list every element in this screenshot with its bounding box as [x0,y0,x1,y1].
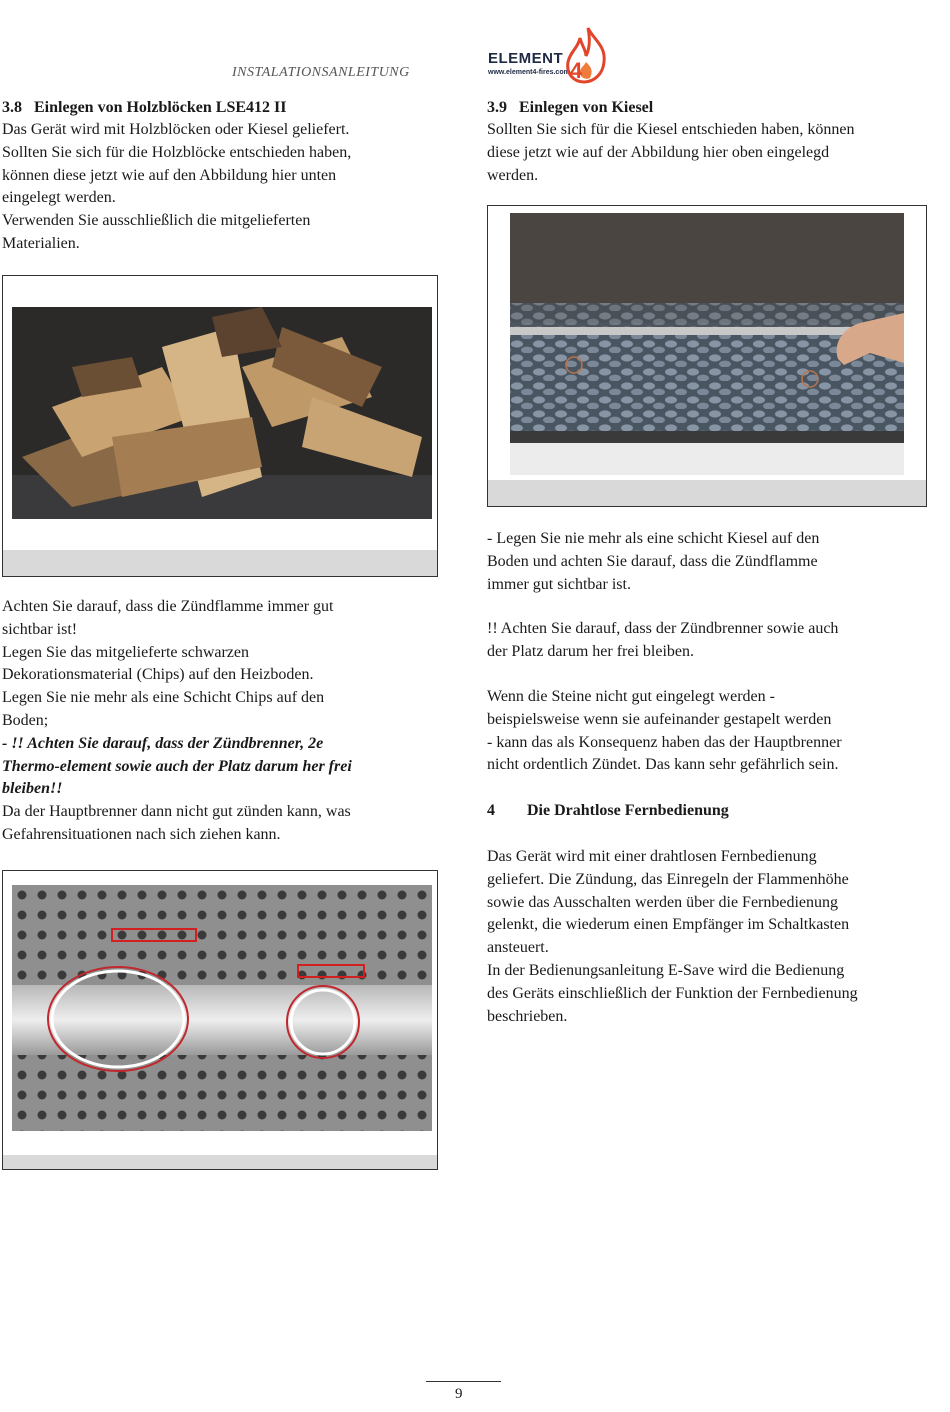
note-line: !! Achten Sie darauf, dass der Zündbrenner sowie auch [487,620,839,638]
section-4-text [487,846,937,1028]
section-3-8-notes [2,596,442,847]
intro-line: können diese jetzt wie auf den Abbildung hier unten [2,166,337,184]
warning-line: Thermo-element sowie auch der Platz darum her frei [2,757,352,775]
section-3-8-heading [2,97,287,119]
text-line: ansteuert. [487,939,549,957]
page-number: 9 [455,1386,463,1402]
text-line: beschrieben. [487,1007,568,1025]
intro-line: diese jetzt wie auf der Abbildung hier oben eingelegd [487,143,830,161]
text-line: sowie das Ausschalten werden über die Fernbedienung [487,893,839,911]
document-header-title: INSTALATIONSANLEITUNG [232,65,410,80]
note-line: Dekorationsmaterial (Chips) auf den Heizboden. [2,666,314,684]
note-line: - Legen Sie nie mehr als eine schicht Kiesel auf den [487,530,820,547]
note-line: Wenn die Steine nicht gut eingelegt werden - [487,687,775,705]
warning-line: bleiben!! [2,780,63,798]
footer-rule [426,1381,501,1382]
section-3-9-heading [487,97,653,119]
intro-line: Materialien. [2,234,80,252]
text-line: geliefert. Die Zündung, das Einregeln der Flammenhöhe [487,870,849,888]
photo-caption-bar [488,480,926,506]
element4-logo [486,26,616,84]
note-line: Achten Sie darauf, dass die Zündflamme immer gut [2,598,334,615]
intro-line: werden. [487,166,539,184]
note-line: Boden; [2,711,49,729]
photo-caption-bar [3,550,437,576]
section-3-9-intro [487,119,937,187]
section-3-9-title: Einlegen von Kiesel [519,99,654,116]
intro-line: Sollten Sie sich für die Kiesel entschieden haben, können [487,121,855,138]
section-4-title: Die Drahtlose Fernbedienung [527,802,729,819]
note-line: beispielsweise wenn sie aufeinander gestapelt werden [487,710,832,728]
wood-logs-photo [12,307,432,519]
note-line: Legen Sie nie mehr als eine Schicht Chips auf den [2,689,325,707]
intro-line: Sollten Sie sich für die Holzblöcke entschieden haben, [2,143,352,161]
note-line: der Platz darum her frei bleiben. [487,643,695,661]
burner-photo [12,885,432,1131]
logo-brand-text: ELEMENT [488,50,564,67]
section-3-9-notes [487,528,937,777]
closing-line: Gefahrensituationen nach sich ziehen kann. [2,825,281,843]
logo-digit: 4 [570,58,583,83]
text-line: des Geräts einschließlich der Funktion der Fernbedienung [487,984,858,1002]
wood-logs-photo-frame [2,275,438,577]
note-line: Legen Sie das mitgelieferte schwarzen [2,643,249,661]
text-line: gelenkt, die wiederum einen Empfänger im Schaltkasten [487,916,850,934]
section-4-heading [487,800,729,822]
note-line: nicht ordentlich Zündet. Das kann sehr gefährlich sein. [487,756,839,774]
photo-caption-bar [3,1155,437,1169]
flame-icon [564,26,614,84]
intro-line: eingelegt werden. [2,189,116,207]
section-3-9-number: 3.9 [487,99,507,116]
pebbles-photo [510,213,904,475]
note-line: immer gut sichtbar ist. [487,575,631,593]
logo-url-text: www.element4-fires.com [488,69,570,76]
intro-line: Verwenden Sie ausschließlich die mitgelieferten [2,212,311,230]
text-line: In der Bedienungsanleitung E-Save wird die Bedienung [487,961,845,979]
warning-line: - !! Achten Sie darauf, dass der Zündbrenner, 2e [2,734,324,752]
text-line: Das Gerät wird mit einer drahtlosen Fernbedienung [487,848,817,865]
closing-line: Da der Hauptbrenner dann nicht gut zünden kann, was [2,803,351,821]
burner-photo-frame [2,870,438,1170]
section-3-8-title: Einlegen von Holzblöcken LSE412 II [34,99,287,116]
note-line: Boden und achten Sie darauf, dass die Zündflamme [487,552,818,570]
pebbles-photo-frame [487,205,927,507]
intro-line: Das Gerät wird mit Holzblöcken oder Kiesel geliefert. [2,121,350,138]
section-3-8-number: 3.8 [2,99,22,116]
note-line: sichtbar ist! [2,620,78,638]
note-line: - kann das als Konsequenz haben das der Hauptbrenner [487,733,842,751]
section-4-number: 4 [487,802,495,819]
section-3-8-intro [2,119,442,256]
